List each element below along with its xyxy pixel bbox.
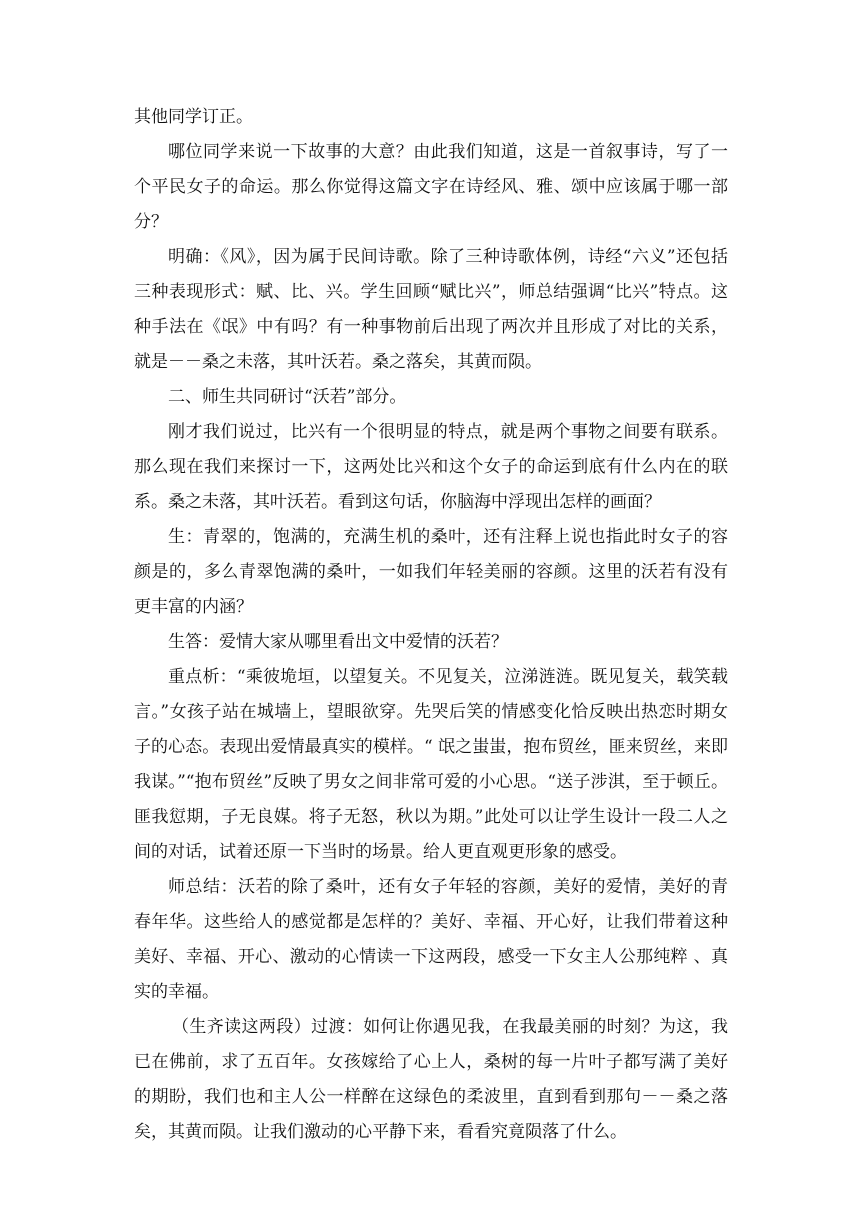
paragraph-5: 生：青翠的，饱满的，充满生机的桑叶，还有注释上说也指此时女子的容颜是的，多么青翠饱满的桑叶，一如我们年轻美丽的容颜。这里的沃若有没有更丰富的内涵？	[134, 527, 728, 617]
paragraph-3: 明确：《风》，因为属于民间诗歌。除了三种诗歌体例，诗经“六义”还包括三种表现形式：赋、比、兴。学生回顾“赋比兴”，师总结强调“比兴”特点。这种手法在《氓》中有吗？有一种事物前后出现了两次并且形成了对比的关系，就是－－桑之未落，其叶沃若。桑之落矣，其黄而陨。	[134, 247, 728, 372]
paragraph-6: 生答：爱情大家从哪里看出文中爱情的沃若？	[168, 632, 508, 652]
paragraph-7: 重点析：“乘彼垝垣，以望复关。不见复关，泣涕涟涟。既见复关，载笑载言。”女孩子站在城墙上，望眼欲穿。先哭后笑的情感变化恰反映出热恋时期女子的心态。表现出爱情最真实的模样。“ 氓之蚩蚩，抱布贸丝，匪来贸丝，来即我谋。”“抱布贸丝”反映了男女之间非常可爱的小心思。“送子涉淇，至于顿丘。匪我愆期，子无良媒。将子无怒，秋以为期。”此处可以让学生设计一段二人之间的对话，试着还原一下当时的场景。给人更直观更形象的感受。	[134, 667, 728, 862]
paragraph-8: 师总结：沃若的除了桑叶，还有女子年轻的容颜，美好的爱情，美好的青春年华。这些给人的感觉都是怎样的？美好、幸福、开心好，让我们带着这种美好、幸福、开心、激动的心情读一下这两段，感受一下女主人公那纯粹 、真实的幸福。	[134, 877, 728, 1002]
document-body	[134, 100, 728, 1150]
section-heading: 二、师生共同研讨“沃若”部分。	[168, 387, 407, 407]
paragraph-1: 其他同学订正。	[134, 107, 253, 127]
paragraph-9: （生齐读这两段）过渡：如何让你遇见我，在我最美丽的时刻？为这，我已在佛前，求了五百年。女孩嫁给了心上人，桑树的每一片叶子都写满了美好的期盼，我们也和主人公一样醉在这绿色的柔波里，直到看到那句－－桑之落矣，其黄而陨。让我们激动的心平静下来，看看究竟陨落了什么。	[134, 1017, 728, 1142]
paragraph-4: 刚才我们说过，比兴有一个很明显的特点，就是两个事物之间要有联系。那么现在我们来探讨一下，这两处比兴和这个女子的命运到底有什么内在的联系。桑之未落，其叶沃若。看到这句话，你脑海中浮现出怎样的画面？	[134, 422, 728, 512]
paragraph-2: 哪位同学来说一下故事的大意？由此我们知道，这是一首叙事诗，写了一个平民女子的命运。那么你觉得这篇文字在诗经风、雅、颂中应该属于哪一部分？	[134, 142, 728, 232]
